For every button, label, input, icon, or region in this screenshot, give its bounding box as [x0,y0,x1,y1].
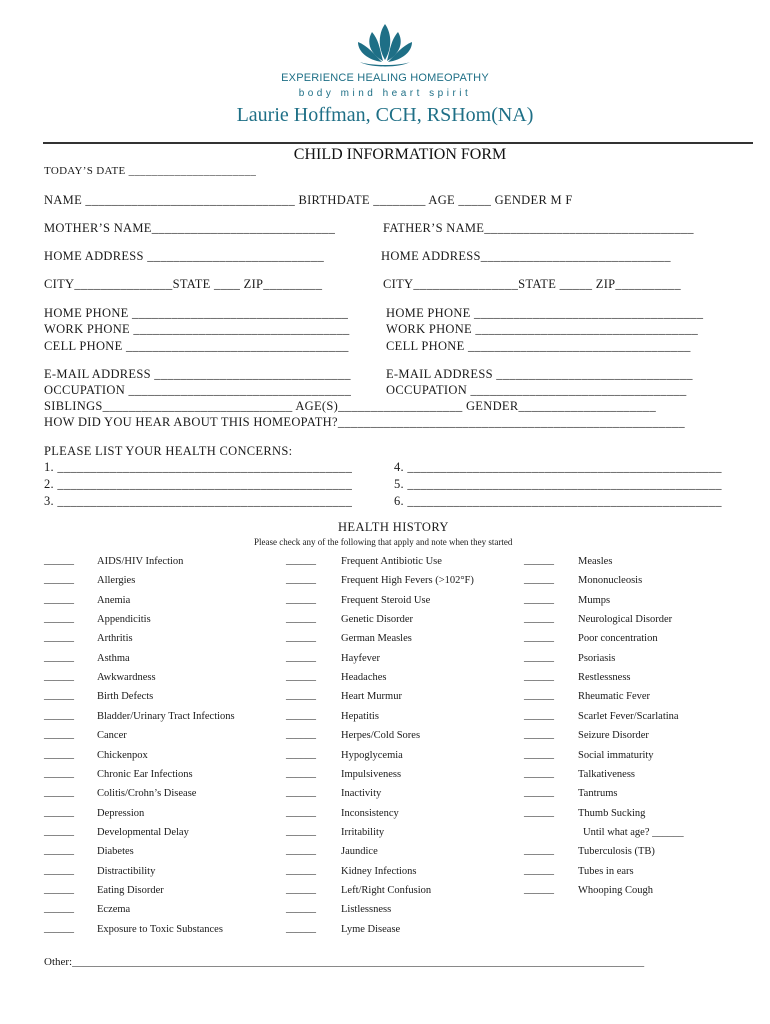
health-history-instructions: Please check any of the following that apply and note when they started [254,537,513,547]
lotus-logo-icon [350,22,420,68]
condition-label: Thumb Sucking [578,807,646,819]
email-left[interactable]: E-MAIL ADDRESS ______________________________ [44,367,351,381]
check-blank[interactable]: ______ [44,555,74,566]
condition-label: Chronic Ear Infections [97,768,193,780]
check-blank[interactable]: ______ [286,593,316,605]
condition-label: Mononucleosis [578,575,643,587]
home-phone-right[interactable]: HOME PHONE ___________________________________ [386,306,704,320]
email-right[interactable]: E-MAIL ADDRESS ______________________________ [386,367,693,381]
check-blank[interactable]: ______ [524,613,554,625]
form-title: CHILD INFORMATION FORM [293,146,507,163]
condition-label: Frequent Steroid Use [341,594,431,606]
check-blank[interactable]: ______ [286,651,316,663]
check-blank[interactable]: ______ [44,806,74,818]
condition-label: Restlessness [578,672,631,684]
check-blank[interactable]: ______ [524,806,554,818]
condition-label: Exposure to Toxic Substances [97,923,223,935]
occupation-left[interactable]: OCCUPATION __________________________________ [44,383,352,397]
condition-label: Measles [578,556,613,567]
cell-phone-left[interactable]: CELL PHONE __________________________________ [44,339,349,353]
condition-label: Bladder/Urinary Tract Infections [97,710,235,722]
check-blank[interactable]: ______ [286,922,316,934]
condition-label: Heart Murmur [341,691,402,703]
other-field[interactable]: Other:________________________________________________________________________________________________________ [44,956,645,968]
condition-label: Cancer [97,730,127,742]
condition-label: Jaundice [341,846,378,858]
condition-label: Genetic Disorder [341,614,414,626]
health-concern-field[interactable]: 2. _____________________________________________ [44,477,353,491]
home-phone-left[interactable]: HOME PHONE _________________________________ [44,306,349,320]
header-divider [43,142,753,144]
check-blank[interactable]: ______ [524,748,554,760]
check-blank[interactable]: ______ [44,729,74,741]
work-phone-left[interactable]: WORK PHONE _________________________________ [44,322,350,336]
check-blank[interactable]: ______ [44,574,74,586]
condition-label: Eczema [97,904,131,916]
check-blank[interactable]: ______ [286,574,316,586]
condition-label: Diabetes [97,846,134,858]
condition-label: Asthma [97,652,130,664]
check-blank[interactable]: ______ [286,671,316,683]
check-blank[interactable]: ______ [286,767,316,779]
concerns-heading: PLEASE LIST YOUR HEALTH CONCERNS: [44,444,293,458]
condition-label: Anemia [97,594,131,606]
condition-label: Colitis/Crohn’s Disease [97,788,197,800]
check-blank[interactable]: ______ [286,748,316,760]
check-blank[interactable]: ______ [286,690,316,702]
condition-label: Whooping Cough [578,884,653,896]
check-blank[interactable]: ______ [44,845,74,857]
check-blank[interactable]: ______ [524,864,554,876]
city-state-zip-right[interactable]: CITY________________STATE _____ ZIP__________ [383,277,681,291]
check-blank[interactable]: ______ [524,593,554,605]
check-blank[interactable]: ______ [286,825,316,837]
condition-label: Birth Defects [97,691,154,703]
condition-label: Poor concentration [578,633,658,645]
condition-label: Psoriasis [578,652,616,664]
check-blank[interactable]: ______ [524,671,554,683]
check-blank[interactable]: ______ [286,555,316,566]
check-blank[interactable]: ______ [44,903,74,915]
condition-label: Arthritis [97,633,133,645]
condition-label: Inconsistency [341,807,399,819]
condition-label: Tuberculosis (TB) [578,846,655,858]
check-blank[interactable]: ______ [44,825,74,837]
check-blank[interactable]: ______ [524,845,554,857]
condition-label: Headaches [341,672,387,684]
check-blank[interactable]: ______ [524,787,554,799]
siblings-row[interactable]: SIBLINGS_____________________________ AGE(S)___________________ GENDER_____________________ [44,399,657,413]
check-blank[interactable]: ______ [44,632,74,644]
condition-label: Seizure Disorder [578,730,649,742]
condition-label: Listlessness [341,904,392,916]
condition-label: Inactivity [341,788,382,800]
condition-label: Hypoglycemia [341,749,403,761]
condition-label: Irritability [341,826,385,838]
check-blank[interactable]: ______ [44,922,74,934]
check-blank[interactable]: ______ [524,632,554,644]
condition-label: Chickenpox [97,749,148,761]
condition-label: Left/Right Confusion [341,884,432,896]
check-blank[interactable]: ______ [524,767,554,779]
condition-label: Tantrums [578,788,618,800]
check-blank[interactable]: ______ [286,632,316,644]
check-blank[interactable]: ______ [286,845,316,857]
condition-label: Mumps [578,594,611,606]
check-blank[interactable]: ______ [44,613,74,625]
check-blank[interactable]: ______ [44,748,74,760]
condition-label: Allergies [97,575,136,587]
condition-label: Impulsiveness [341,768,402,780]
condition-label: Lyme Disease [341,923,401,935]
todays-date-field[interactable]: TODAY’S DATE ______________________ [44,165,257,177]
condition-label: Scarlet Fever/Scarlatina [578,710,679,722]
check-blank[interactable]: ______ [44,864,74,876]
check-blank[interactable]: ______ [286,613,316,625]
check-blank[interactable]: ______ [44,671,74,683]
check-blank[interactable]: ______ [524,651,554,663]
condition-label: Frequent Antibiotic Use [341,556,442,567]
logo [0,22,770,68]
health-concern-field[interactable]: 3. _____________________________________________ [44,494,353,508]
condition-label: Hayfever [341,652,381,664]
check-blank[interactable]: ______ [524,709,554,721]
work-phone-right[interactable]: WORK PHONE __________________________________ [386,322,699,336]
city-state-zip-left[interactable]: CITY_______________STATE ____ ZIP_________ [44,277,323,291]
cell-phone-right[interactable]: CELL PHONE __________________________________ [386,339,691,353]
condition-label: Social immaturity [578,749,654,761]
check-blank[interactable]: ______ [524,883,554,895]
name-row[interactable]: NAME ________________________________ BIRTHDATE ________ AGE _____ GENDER M F [44,193,573,207]
condition-label: AIDS/HIV Infection [97,556,184,567]
check-blank[interactable]: ______ [44,651,74,663]
condition-label: Depression [97,807,145,819]
mothers-name-field[interactable]: MOTHER’S NAME____________________________ [44,221,336,235]
check-blank[interactable]: ______ [286,709,316,721]
home-address-field-right[interactable]: HOME ADDRESS_____________________________ [381,249,671,263]
condition-label: Developmental Delay [97,826,189,838]
health-concern-field[interactable]: 5. ________________________________________________ [394,477,722,491]
check-blank[interactable]: ______ [286,903,316,915]
check-blank[interactable]: ______ [286,864,316,876]
check-blank[interactable]: ______ [44,787,74,799]
home-address-field-left[interactable]: HOME ADDRESS ___________________________ [44,249,325,263]
check-blank[interactable]: ______ [524,574,554,586]
check-blank[interactable]: ______ [286,787,316,799]
check-blank[interactable]: ______ [524,555,554,566]
condition-label: Appendicitis [97,614,151,626]
condition-label: Distractibility [97,865,156,877]
condition-label: Hepatitis [341,710,379,722]
condition-label: Awkwardness [97,672,156,684]
occupation-right[interactable]: OCCUPATION _________________________________ [386,383,687,397]
condition-label: Rheumatic Fever [578,691,651,703]
check-blank[interactable]: ______ [44,883,74,895]
brand-tagline: body mind heart spirit [298,88,472,99]
practitioner-name: Laurie Hoffman, CCH, RSHom(NA) [236,104,534,126]
condition-label: Frequent High Fevers (>102°F) [341,575,474,587]
check-blank[interactable]: ______ [286,806,316,818]
condition-label: Eating Disorder [97,884,164,896]
condition-label: Neurological Disorder [578,614,673,626]
check-blank[interactable]: ______ [44,709,74,721]
check-blank[interactable]: ______ [44,690,74,702]
hear-about-field[interactable]: HOW DID YOU HEAR ABOUT THIS HOMEOPATH?_____________________________________________________ [44,415,685,429]
fathers-name-field[interactable]: FATHER’S NAME________________________________ [383,221,694,235]
brand-name: EXPERIENCE HEALING HOMEOPATHY [281,72,489,84]
condition-label: Kidney Infections [341,865,417,877]
condition-label: Herpes/Cold Sores [341,730,421,742]
check-blank[interactable]: ______ [44,767,74,779]
condition-label: German Measles [341,633,412,645]
condition-label: Talkativeness [578,768,635,780]
check-blank[interactable]: ______ [286,883,316,895]
health-concern-field[interactable]: 6. ________________________________________________ [394,494,722,508]
health-history-heading: HEALTH HISTORY [338,520,449,534]
condition-label: Tubes in ears [578,865,634,877]
health-concern-field[interactable]: 4. ________________________________________________ [394,460,722,474]
check-blank[interactable]: ______ [44,593,74,605]
check-blank[interactable]: ______ [524,729,554,741]
check-blank[interactable]: ______ [524,690,554,702]
health-concern-field[interactable]: 1. _____________________________________________ [44,460,353,474]
until-what-age-field[interactable]: Until what age? ______ [583,826,684,838]
check-blank[interactable]: ______ [286,729,316,741]
